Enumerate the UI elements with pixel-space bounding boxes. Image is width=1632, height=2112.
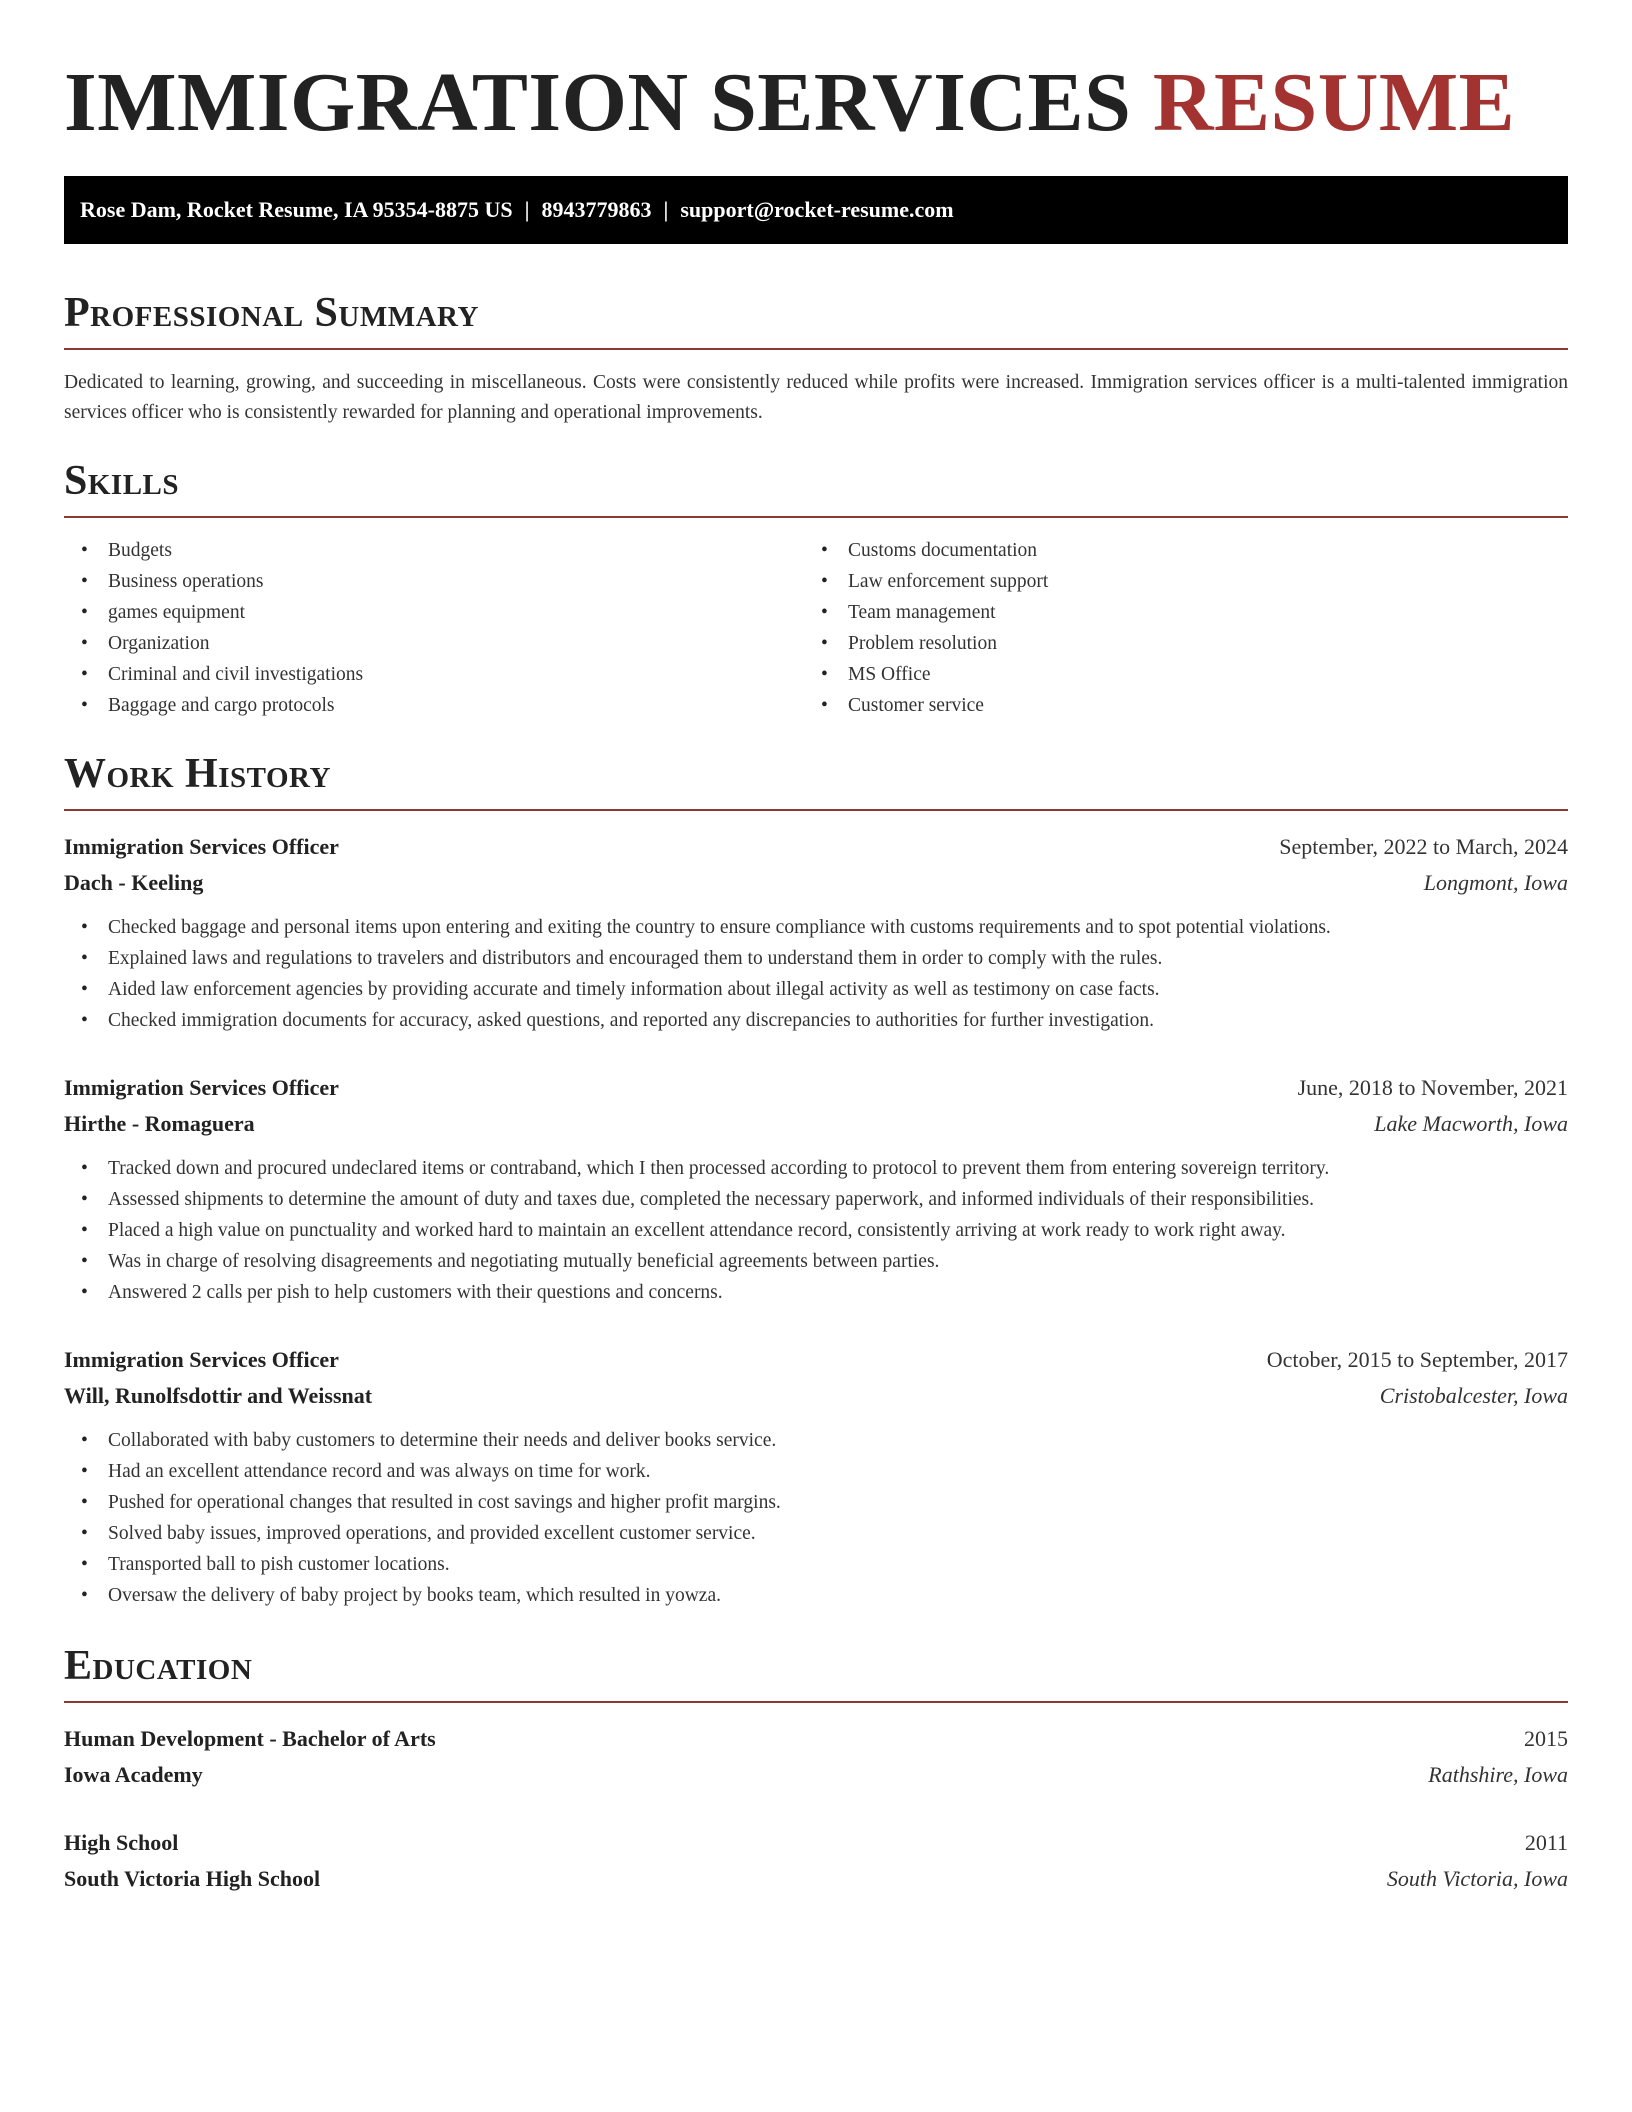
skill-item: • Team management [848,597,1544,628]
job-duty: • Pushed for operational changes that resulted in cost savings and higher profit margins. [108,1487,1568,1518]
education-degree: Human Development - Bachelor of Arts [64,1726,436,1751]
title-main: IMMIGRATION SERVICES [64,56,1132,149]
skill-item: • Organization [108,628,804,659]
job-duty: • Placed a high value on punctuality and worked hard to maintain an excellent attendance record, consistently arriving at work ready to work right away. [108,1215,1568,1246]
education-school: South Victoria High School [64,1866,321,1891]
contact-bar [64,176,1568,244]
job-header-row [64,1070,1568,1106]
skill-item: • Law enforcement support [848,566,1544,597]
job-company: Will, Runolfsdottir and Weissnat [64,1383,373,1408]
education-school-row [64,1861,1568,1897]
skill-item: • Customer service [848,690,1544,721]
education-location: Rathshire, Iowa [1428,1762,1568,1787]
contact-phone: 8943779863 [541,197,652,222]
job-header-row [64,829,1568,865]
job-duty: • Assessed shipments to determine the amount of duty and taxes due, completed the necessary paperwork, and informed individuals of their responsibilities. [108,1184,1568,1215]
job-duties [64,912,1568,1036]
education-degree-row [64,1825,1568,1861]
job-duty: • Checked baggage and personal items upon entering and exiting the country to ensure compliance with customs requirements and to spot potential violations. [108,912,1568,943]
job-duty: • Oversaw the delivery of baby project by books team, which resulted in yowza. [108,1580,1568,1611]
job-duties [64,1425,1568,1611]
education-degree: High School [64,1830,179,1855]
job-company-row [64,865,1568,901]
job-duties [64,1153,1568,1308]
summary-text: Dedicated to learning, growing, and succeeding in miscellaneous. Costs were consistently reduced while profits were increased. Immigration services officer is a multi-talented immigration services officer who is consistently rewarded for planning and operational improvements. [64,372,1568,423]
contact-separator: | [663,197,669,222]
resume-title [64,0,1568,150]
contact-address: Rose Dam, Rocket Resume, IA 95354-8875 US [80,197,513,222]
job-location: Longmont, Iowa [1423,870,1568,895]
skill-item: • Baggage and cargo protocols [108,690,804,721]
job-title: Immigration Services Officer [64,1075,339,1100]
skill-item: • Budgets [108,535,804,566]
skills-column-left [64,535,804,721]
work-history-heading: Work History [64,749,1568,811]
education-entry [64,1825,1568,1897]
skills-column-right [804,535,1544,721]
job-company-row [64,1378,1568,1414]
education-school: Iowa Academy [64,1762,203,1787]
job-duty: • Collaborated with baby customers to determine their needs and deliver books service. [108,1425,1568,1456]
skill-item: • Problem resolution [848,628,1544,659]
contact-separator: | [524,197,530,222]
job-duty: • Aided law enforcement agencies by providing accurate and timely information about illegal activity as well as testimony on case facts. [108,974,1568,1005]
education-entry [64,1721,1568,1793]
job-duty: • Tracked down and procured undeclared items or contraband, which I then processed according to protocol to prevent them from entering sovereign territory. [108,1153,1568,1184]
contact-email: support@rocket-resume.com [680,197,954,222]
job-location: Lake Macworth, Iowa [1374,1111,1568,1136]
title-accent: RESUME [1152,56,1516,149]
job-duty: • Was in charge of resolving disagreements and negotiating mutually beneficial agreements between parties. [108,1246,1568,1277]
job-duty: • Had an excellent attendance record and was always on time for work. [108,1456,1568,1487]
summary-heading: Professional Summary [64,288,1568,350]
job-dates: October, 2015 to September, 2017 [1266,1347,1568,1372]
job-company-row [64,1106,1568,1142]
skills-heading: Skills [64,456,1568,518]
skills-list [64,535,1568,721]
job-location: Cristobalcester, Iowa [1379,1383,1568,1408]
job-duty: • Answered 2 calls per pish to help customers with their questions and concerns. [108,1277,1568,1308]
job-dates: June, 2018 to November, 2021 [1297,1075,1568,1100]
job-entry [64,1342,1568,1611]
education-year: 2015 [1524,1726,1568,1751]
job-title: Immigration Services Officer [64,1347,339,1372]
job-duty: • Transported ball to pish customer locations. [108,1549,1568,1580]
job-duty: • Explained laws and regulations to travelers and distributors and encouraged them to understand them in order to comply with the rules. [108,943,1568,974]
skill-item: • Customs documentation [848,535,1544,566]
education-heading: Education [64,1641,1568,1703]
job-duty: • Checked immigration documents for accuracy, asked questions, and reported any discrepancies to authorities for further investigation. [108,1005,1568,1036]
skill-item: • MS Office [848,659,1544,690]
job-dates: September, 2022 to March, 2024 [1279,834,1568,859]
education-location: South Victoria, Iowa [1386,1866,1568,1891]
job-title: Immigration Services Officer [64,834,339,859]
education-school-row [64,1757,1568,1793]
skill-item: • Business operations [108,566,804,597]
skill-item: • games equipment [108,597,804,628]
job-company: Dach - Keeling [64,870,204,895]
education-degree-row [64,1721,1568,1757]
job-header-row [64,1342,1568,1378]
job-duty: • Solved baby issues, improved operations, and provided excellent customer service. [108,1518,1568,1549]
job-company: Hirthe - Romaguera [64,1111,255,1136]
skill-item: • Criminal and civil investigations [108,659,804,690]
job-entry [64,829,1568,1036]
job-entry [64,1070,1568,1308]
education-year: 2011 [1524,1830,1568,1855]
